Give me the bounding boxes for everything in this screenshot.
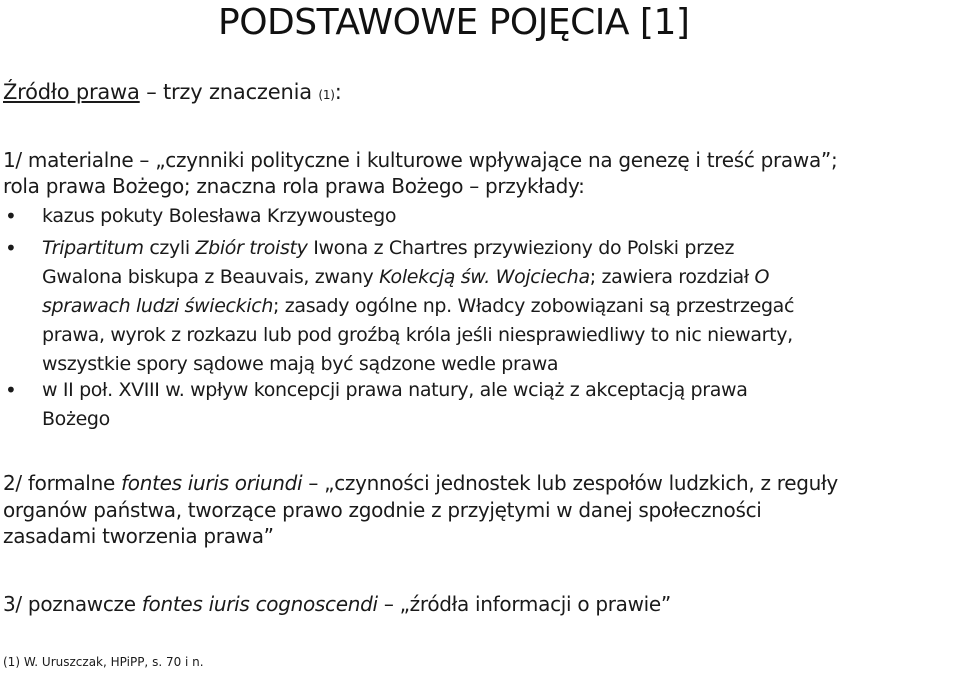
bullet-2-line-5: wszystkie spory sądowe mają być sądzone wedle prawa — [42, 353, 559, 375]
text-span: 2/ formalne — [3, 471, 122, 495]
sprawach-italic: sprawach ludzi świeckich — [42, 295, 274, 317]
subtitle-ref: (1) — [318, 88, 335, 102]
section2-line2: organów państwa, tworzące prawo zgodnie z przyjętymi w danej społeczności — [3, 498, 762, 522]
page-title: PODSTAWOWE POJĘCIA [1] — [218, 2, 690, 43]
text-span: ; zawiera rozdział — [589, 266, 755, 288]
bullet-1-text: kazus pokuty Bolesława Krzywoustego — [42, 205, 397, 227]
fontes-cognoscendi-italic: fontes iuris cognoscendi — [141, 592, 378, 616]
bullet-2-line-2 — [42, 263, 769, 292]
tripartitum-italic: Tripartitum — [42, 237, 144, 259]
text-span: 3/ poznawcze — [3, 592, 142, 616]
bullet-2-line-1 — [42, 234, 734, 263]
section1-line2: rola prawa Bożego; znaczna rola prawa Bożego – przykłady: — [3, 174, 585, 198]
subtitle — [3, 80, 342, 104]
bullet-2-line-3 — [42, 292, 794, 321]
bullet-3-line-1: w II poł. XVIII w. wpływ koncepcji prawa natury, ale wciąż z akceptacją prawa — [42, 379, 748, 401]
section2-line1 — [3, 469, 838, 497]
subtitle-rest: – trzy znaczenia — [139, 80, 319, 104]
zbior-troisty-italic: Zbiór troisty — [195, 237, 308, 259]
section3-line — [3, 590, 671, 618]
fontes-oriundi-italic: fontes iuris oriundi — [121, 471, 303, 495]
section1-line1: 1/ materialne – „czynniki polityczne i kulturowe wpływające na genezę i treść prawa”; — [3, 148, 838, 172]
text-span: Iwona z Chartres przywieziony do Polski przez — [307, 237, 735, 259]
bullet-dot-icon: • — [5, 378, 17, 402]
bullet-2-line-4: prawa, wyrok z rozkazu lub pod groźbą króla jeśli niesprawiedliwy to nic niewarty, — [42, 324, 793, 346]
bullet-dot-icon: • — [5, 204, 17, 228]
bullet-3-line-2: Bożego — [42, 408, 110, 430]
text-span: ; zasady ogólne np. Władcy zobowiązani są przestrzegać — [273, 295, 795, 317]
o-italic: O — [754, 266, 770, 288]
kolekcja-italic: Kolekcją św. Wojciecha — [379, 266, 590, 288]
footnote: (1) W. Uruszczak, HPiPP, s. 70 i n. — [3, 655, 204, 669]
subtitle-colon: : — [334, 80, 342, 104]
section2-line3: zasadami tworzenia prawa” — [3, 524, 274, 548]
bullet-dot-icon: • — [5, 236, 17, 260]
text-span: Gwalona biskupa z Beauvais, zwany — [42, 266, 380, 288]
text-span: czyli — [143, 237, 196, 259]
text-span: – „czynności jednostek lub zespołów ludzkich, z reguły — [302, 471, 838, 495]
text-span: – „źródła informacji o prawie” — [377, 592, 671, 616]
subtitle-underlined: Źródło prawa — [3, 80, 140, 104]
